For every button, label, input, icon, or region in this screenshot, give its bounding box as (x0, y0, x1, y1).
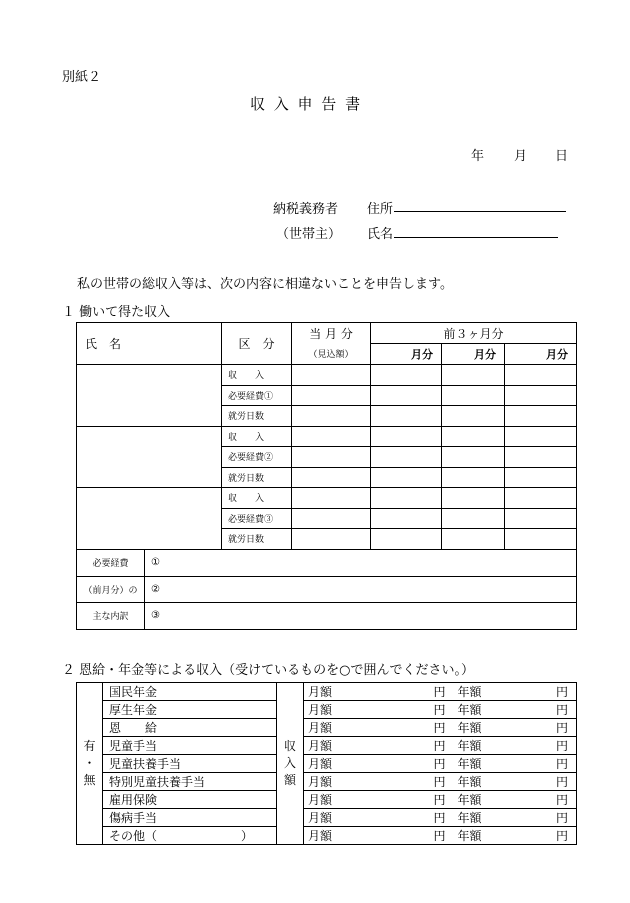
amount-cell[interactable] (442, 529, 505, 550)
monthly-amount-cell[interactable]: 月額 円 (304, 773, 452, 791)
declaration-text: 私の世帯の総収入等は、次の内容に相違ないことを申告します。 (77, 277, 453, 292)
amount-cell[interactable] (371, 447, 442, 468)
amount-cell[interactable] (442, 488, 505, 509)
amount-cell[interactable] (442, 385, 505, 406)
earned-income-table (76, 322, 577, 630)
amount-cell[interactable] (442, 406, 505, 427)
income-amount-column: 収 入 額 (277, 683, 304, 845)
amount-cell[interactable] (371, 426, 442, 447)
yearly-amount-cell[interactable]: 年額 円 (452, 791, 577, 809)
amount-cell[interactable] (505, 447, 577, 468)
monthly-amount-cell[interactable]: 月額 円 (304, 701, 452, 719)
person-name-cell[interactable] (77, 488, 222, 550)
amount-cell[interactable] (371, 488, 442, 509)
monthly-amount-cell[interactable]: 月額 円 (304, 737, 452, 755)
section2-title: ２ 恩給・年金等による収入（受けているものを○で囲んでください。） (62, 663, 474, 678)
amount-cell[interactable] (505, 406, 577, 427)
pension-item[interactable]: 雇用保険 (103, 791, 277, 809)
amount-cell[interactable] (371, 385, 442, 406)
month-label-1: 月分 (371, 344, 442, 365)
household-label: （世帯主） (276, 227, 342, 242)
expense-breakdown-row[interactable]: ① (145, 549, 577, 576)
category-label: 必要経費③ (222, 508, 292, 529)
monthly-amount-cell[interactable]: 月額 円 (304, 791, 452, 809)
expense-breakdown-row[interactable]: ② (145, 576, 577, 602)
yearly-amount-cell[interactable]: 年額 円 (452, 701, 577, 719)
pension-item[interactable]: 厚生年金 (103, 701, 277, 719)
col-current-sub: （見込額） (292, 344, 371, 365)
annex-label: 別紙２ (62, 70, 102, 85)
amount-cell[interactable] (292, 426, 371, 447)
pension-item[interactable]: 児童扶養手当 (103, 755, 277, 773)
month-label-2: 月分 (442, 344, 505, 365)
amount-cell[interactable] (292, 385, 371, 406)
amount-cell[interactable] (371, 467, 442, 488)
amount-cell[interactable] (371, 406, 442, 427)
pension-item[interactable]: 国民年金 (103, 683, 277, 701)
monthly-amount-cell[interactable]: 月額 円 (304, 827, 452, 845)
amount-cell[interactable] (292, 365, 371, 386)
col-category-header: 区 分 (222, 323, 292, 365)
expense-breakdown-row[interactable]: ③ (145, 602, 577, 629)
amount-cell[interactable] (505, 467, 577, 488)
amount-cell[interactable] (371, 508, 442, 529)
expense-breakdown-label-1: 必要経費 (77, 549, 145, 576)
person-name-cell[interactable] (77, 426, 222, 488)
amount-cell[interactable] (292, 529, 371, 550)
amount-cell[interactable] (505, 488, 577, 509)
section1-title: １ 働いて得た収入 (62, 305, 171, 320)
address-field[interactable] (394, 211, 566, 212)
pension-income-table (76, 682, 577, 845)
name-label: 氏名 (367, 227, 394, 242)
name-field[interactable] (394, 237, 558, 238)
amount-cell[interactable] (442, 426, 505, 447)
month-label-3: 月分 (505, 344, 577, 365)
monthly-amount-cell[interactable]: 月額 円 (304, 809, 452, 827)
yearly-amount-cell[interactable]: 年額 円 (452, 737, 577, 755)
date-year: 年 (471, 149, 485, 164)
category-label: 収 入 (222, 488, 292, 509)
amount-cell[interactable] (505, 365, 577, 386)
amount-cell[interactable] (505, 529, 577, 550)
amount-cell[interactable] (371, 365, 442, 386)
category-label: 必要経費② (222, 447, 292, 468)
pension-item[interactable]: その他（ ） (103, 827, 277, 845)
pension-item[interactable]: 恩 給 (103, 719, 277, 737)
yearly-amount-cell[interactable]: 年額 円 (452, 683, 577, 701)
yearly-amount-cell[interactable]: 年額 円 (452, 719, 577, 737)
category-label: 就労日数 (222, 406, 292, 427)
pension-item[interactable]: 児童手当 (103, 737, 277, 755)
amount-cell[interactable] (442, 508, 505, 529)
amount-cell[interactable] (292, 488, 371, 509)
category-label: 収 入 (222, 426, 292, 447)
pension-item[interactable]: 特別児童扶養手当 (103, 773, 277, 791)
page-title: 収 入 申 告 書 (250, 95, 363, 113)
amount-cell[interactable] (442, 365, 505, 386)
category-label: 必要経費① (222, 385, 292, 406)
monthly-amount-cell[interactable]: 月額 円 (304, 719, 452, 737)
yearly-amount-cell[interactable]: 年額 円 (452, 809, 577, 827)
amount-cell[interactable] (505, 508, 577, 529)
amount-cell[interactable] (505, 426, 577, 447)
expense-breakdown-label-3: 主な内訳 (77, 602, 145, 629)
date-month: 月 (514, 149, 528, 164)
col-current-header: 当 月 分 (292, 323, 371, 344)
yearly-amount-cell[interactable]: 年額 円 (452, 755, 577, 773)
category-label: 収 入 (222, 365, 292, 386)
pension-item[interactable]: 傷病手当 (103, 809, 277, 827)
col-prev3-header: 前３ヶ月分 (371, 323, 577, 344)
col-name-header: 氏 名 (77, 323, 222, 365)
amount-cell[interactable] (292, 508, 371, 529)
person-name-cell[interactable] (77, 365, 222, 427)
amount-cell[interactable] (371, 529, 442, 550)
yearly-amount-cell[interactable]: 年額 円 (452, 773, 577, 791)
amount-cell[interactable] (442, 467, 505, 488)
amount-cell[interactable] (292, 467, 371, 488)
taxpayer-label: 納税義務者 (273, 202, 339, 217)
amount-cell[interactable] (442, 447, 505, 468)
monthly-amount-cell[interactable]: 月額 円 (304, 683, 452, 701)
category-label: 就労日数 (222, 529, 292, 550)
yearly-amount-cell[interactable]: 年額 円 (452, 827, 577, 845)
presence-column: 有 ・ 無 (77, 683, 103, 845)
date-day: 日 (555, 149, 569, 164)
address-label: 住所 (367, 202, 394, 217)
amount-cell[interactable] (505, 385, 577, 406)
category-label: 就労日数 (222, 467, 292, 488)
expense-breakdown-label-2: （前月分）の (77, 576, 145, 602)
amount-cell[interactable] (292, 406, 371, 427)
amount-cell[interactable] (292, 447, 371, 468)
monthly-amount-cell[interactable]: 月額 円 (304, 755, 452, 773)
